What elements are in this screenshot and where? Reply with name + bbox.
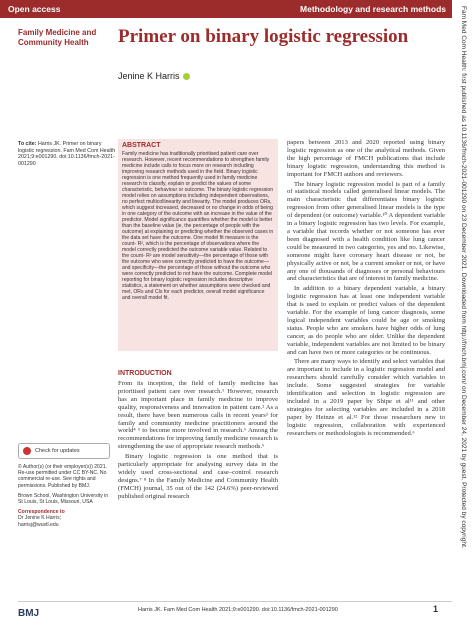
footer-divider bbox=[18, 601, 452, 602]
cite-block bbox=[18, 141, 116, 167]
check-updates-icon bbox=[23, 447, 31, 455]
abstract-heading: ABSTRACT bbox=[122, 142, 161, 149]
check-updates-label: Check for updates bbox=[35, 448, 80, 454]
license-block bbox=[18, 464, 114, 528]
header-bar bbox=[0, 0, 452, 18]
correspondence-email[interactable]: harrisj@wustl.edu bbox=[18, 521, 59, 528]
copyright-text: © Author(s) (or their employer(s)) 2021. Re-use permitted under CC BY-NC. No commercial re-use. See rights and permissions. Published by BMJ. bbox=[18, 464, 107, 489]
download-note: Fam Med Com Health: first published as 10.1136/fmch-2021-001290 on 23 December 2021. Downloaded from http://fmch.bmj.com/ on December 24, 2021 by guest. Protected by copyright. bbox=[460, 6, 467, 549]
journal-name: Family Medicine and Community Health bbox=[18, 28, 97, 47]
intro-paragraph: Binary logistic regression is one method that is particularly appropriate for analysing survey data in the widely used cross-sectional and case–control research designs.⁷ ⁸ In the Family Medicine and Community Health (FMCH) journal, 35 out of the 142 (24.6%) peer-reviewed published original research bbox=[118, 453, 278, 500]
body-paragraph: papers between 2013 and 2020 reported using binary logistic regression as one of the analytical methods. Given the high percentage of FMCH publications that include binary logistic regression, understanding this method is important for FMCH authors and reviewers. bbox=[287, 139, 445, 178]
abstract-box bbox=[118, 139, 278, 351]
intro-heading: INTRODUCTION bbox=[118, 370, 172, 377]
header-section: Methodology and research methods bbox=[300, 4, 446, 14]
header-open-access: Open access bbox=[8, 4, 61, 14]
body-paragraph: The binary logistic regression model is part of a family of statistical models called generalised linear models. The main characteristic that differentiates binary logistic regression from other generalised linear models is the type of dependent (or outcome) variable.¹⁰ A dependent variable in a binary logistic regression has two levels. For example, a variable that records whether or not someone has ever been diagnosed with a health condition like lung cancer could be measured in two categories, yes and no. Likewise, someone might have coronary heart disease or not, be physically active or not, be a current smoker or not, or have any one of thousands of diagnoses or personal behaviours and characteristics that are of interest in family medicine. bbox=[287, 180, 445, 283]
article-title: Primer on binary logistic regression bbox=[118, 26, 409, 47]
intro-column bbox=[118, 380, 278, 503]
cite-text: Harris JK. Primer on binary logistic regression. Fam Med Com Health 2021;9:e001290. doi:10.1136/fmch-2021-001290 bbox=[18, 141, 116, 167]
body-paragraph: There are many ways to identify and select variables that are important to include in a logistic regression model and researchers should carefully consider which variables to include. Some suggested strategies for variable identification and selection in logistic regression are included in a 2019 paper by Shipe et al¹¹ and other strategies for selecting variables are included in a 2018 paper by Heinze et al.¹² For those researchers new to logistic regression, collaboration with experienced researchers or methodologists is recommended.⁶ bbox=[287, 358, 445, 437]
right-column bbox=[287, 139, 445, 440]
abstract-text: Family medicine has traditionally prioritised patient care over research. However, recent recommendations to strengthen family medicine include calls to focus more on research including improving research methods used in the field. Binary logistic regression is one method frequently used in family medicine research to classify, explain or predict the values of some characteristic, behaviour or outcome. The binary logistic regression model relies on assumptions including independent observations, no perfect multicollinearity and linearity. The model produces ORs, which suggest increased, decreased or no change in odds of being in one category of the outcome with an increase in the value of the predictor. Model significance quantifies whether the model is better than the baseline value (ie, the percentage of people with the outcome) at explaining or predicting whether the observed cases in the data set have the outcome. One model fit measure is the count- R², which is the percentage of observations where the model correctly predicted the outcome variable value. Related to the count- R² are model sensitivity—the percentage of those with the outcome who were correctly predicted to have the outcome—and specificity—the percentage of those without the outcome who were correctly predicted to not have the outcome. Complete model reporting for binary logistic regression includes descriptive statistics, a statement on whether assumptions were checked and met, ORs and CIs for each predictor, overall model significance and overall model fit. bbox=[122, 151, 274, 301]
page-number: 1 bbox=[433, 604, 439, 614]
cite-label: To cite: bbox=[18, 141, 37, 147]
download-sidebar bbox=[452, 0, 474, 631]
bmj-logo: BMJ bbox=[18, 608, 40, 619]
author-name: Jenine K Harris bbox=[118, 71, 180, 81]
orcid-icon[interactable] bbox=[183, 73, 190, 80]
correspondence-heading: Correspondence to bbox=[18, 509, 65, 516]
affiliation-text: Brown School, Washington University in St Louis, St Louis, Missouri, USA bbox=[18, 492, 109, 506]
author-line bbox=[118, 71, 190, 81]
intro-paragraph: From its inception, the field of family medicine has prioritised patient care over research.¹ However, research has an important place in family medicine to improve quality, responsiveness and innovation in patient care.² As a result, there have been numerous calls in recent years³ for family and community medicine practitioners around the world⁴ ⁵ to become more involved in research.⁶ Among the recommendations for improving family medicine research is strengthening the use of appropriate research methods.⁶ bbox=[118, 380, 278, 451]
body-paragraph: In addition to a binary dependent variable, a binary logistic regression has at least one independent variable that is used to explain or predict values of the dependent variable. For the example of lung cancer diagnosis, some logical independent variables could be age or smoking status. People who are smokers have higher odds of lung cancer, as do people who are older. Unlike the dependent variable, independent variables are not limited to be binary and can have two or more categories or be continuous. bbox=[287, 285, 445, 356]
correspondence-name: Dr Jenine K Harris; bbox=[18, 515, 62, 522]
check-for-updates-button[interactable] bbox=[18, 443, 110, 459]
footer-citation: Harris JK. Fam Med Com Health 2021;9:e001290. doi:10.1136/fmch-2021-001290 bbox=[138, 607, 338, 613]
